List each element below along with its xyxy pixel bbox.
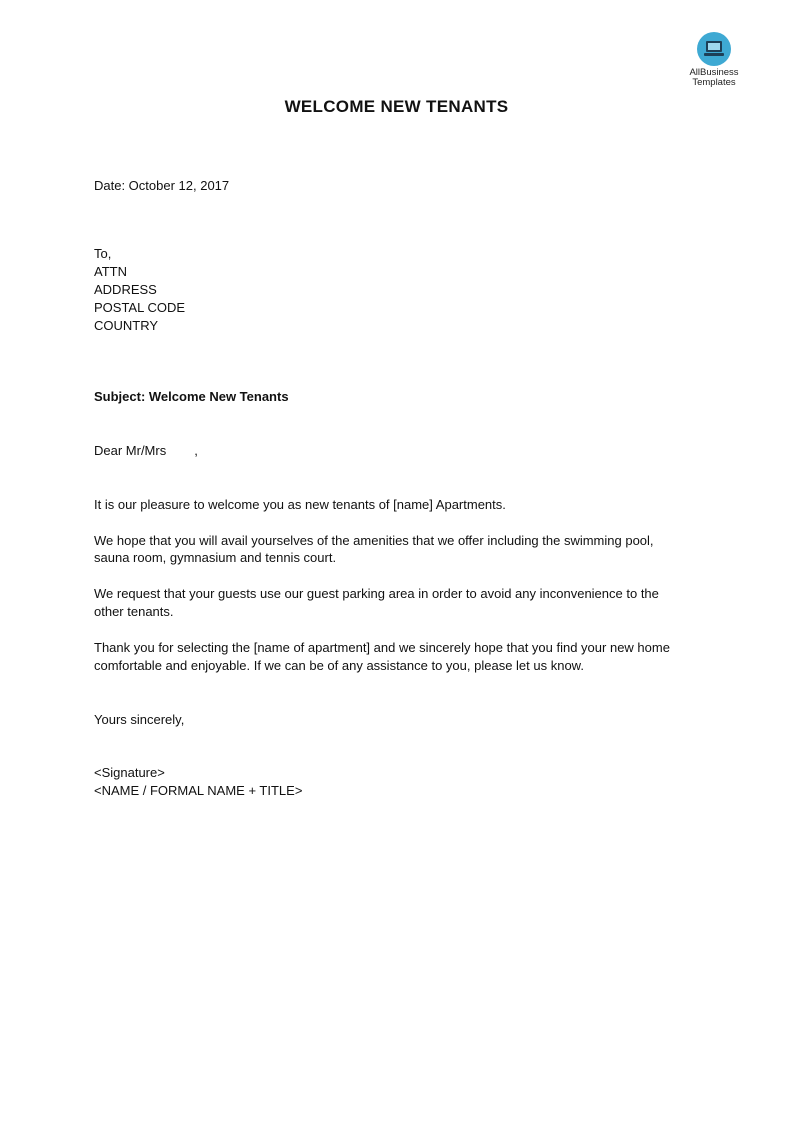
paragraph-2-line-1: We hope that you will avail yourselves of the amenities that we offer including the swimming pool, [94,533,654,548]
date-line: Date: October 12, 2017 [94,178,230,193]
address-street: ADDRESS [94,282,157,297]
salutation [94,442,198,460]
paragraph-2-line-2: sauna room, gymnasium and tennis court. [94,550,337,565]
paragraph-1: It is our pleasure to welcome you as new tenants of [name] Apartments. [94,497,506,512]
salutation-suffix: , [194,443,198,458]
address-postal: POSTAL CODE [94,300,186,315]
logo [682,32,746,88]
subject-line: Subject: Welcome New Tenants [94,389,289,404]
document-title: WELCOME NEW TENANTS [284,97,509,116]
address-to: To, [94,246,112,261]
paragraph-4-line-2: comfortable and enjoyable. If we can be of any assistance to you, please let us know. [94,658,584,673]
paragraph-4-line-1: Thank you for selecting the [name of apartment] and we sincerely hope that you find your new home [94,640,670,655]
logo-badge [697,32,731,66]
paragraph-3-line-1: We request that your guests use our guest parking area in order to avoid any inconvenience to the [94,586,659,601]
laptop-icon [703,40,725,58]
address-attn: ATTN [94,264,127,279]
signature-placeholder: <Signature> [94,765,165,780]
paragraph-3-line-2: other tenants. [94,604,174,619]
address-country: COUNTRY [94,318,159,333]
closing: Yours sincerely, [94,712,185,727]
logo-text-line2: Templates [692,77,736,88]
name-title-placeholder: <NAME / FORMAL NAME + TITLE> [94,783,303,798]
logo-text-line1: AllBusiness [689,67,739,78]
salutation-prefix: Dear Mr/Mrs [94,443,167,458]
